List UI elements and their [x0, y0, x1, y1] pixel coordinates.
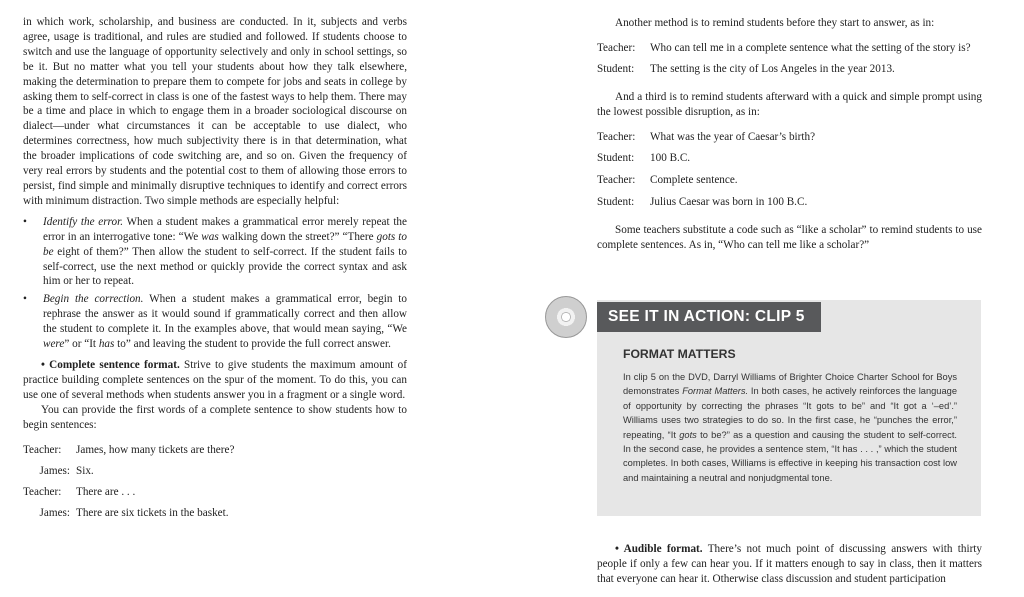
complete-sentence-paragraph — [23, 358, 407, 403]
speaker: Student: — [597, 62, 635, 75]
right-column — [597, 0, 982, 253]
third-method-paragraph: And a third is to remind students afterward with a quick and simple prompt using the lowest possible disruption, as in: — [597, 90, 982, 118]
sidebar-emphasis: Format Matters. — [682, 386, 749, 397]
bullet-lead: Identify the error. — [43, 215, 123, 228]
bullet-lead: Begin the correction. — [43, 293, 144, 306]
bullet-emphasis: was — [201, 230, 219, 243]
sidebar-text: In both cases, he actively reinforces the language of opportunity by correcting the phrases “It gots to be” and “It got a ‘–ed’.” Williams uses two strategies to do so. In the first case, he “punches the error,” repeating, “It — [623, 386, 957, 440]
bullet-emphasis: has — [98, 338, 115, 351]
dialogue-setting — [597, 41, 982, 77]
line-text: There are six tickets in the basket. — [76, 507, 229, 520]
sidebar-emphasis: gots — [679, 429, 697, 440]
speaker: Student: — [597, 196, 635, 209]
line-text: Who can tell me in a complete sentence what the setting of the story is? — [650, 41, 971, 54]
speaker: Teacher: — [597, 130, 636, 143]
line-text: Complete sentence. — [650, 174, 738, 187]
paragraph-text: Strive to give students the maximum amount of practice building complete sentences on the spur of the moment. To do this, you can use one of several methods when students answer you in a fragment or a single word. — [23, 358, 407, 401]
line-text: There are . . . — [76, 486, 136, 499]
dvd-disc-icon — [545, 296, 587, 338]
bullet-text: eight of them?” Then allow the student to self-correct. If the student fails to self-correct, use the next method or quickly provide the correct syntax and ask him or her to repeat. — [43, 245, 407, 288]
sidebar-text: to be?” as a question and causing the student to self-correct. In the second case, he provides a sentence stem, “It has . . . ,” which the student completes. In both cases, Williams is effective in keeping his transaction cost low and maintaining a neutral and nonjudgmental tone. — [623, 429, 957, 483]
line-text: Julius Caesar was born in 100 B.C. — [650, 196, 808, 209]
dialogue-line — [597, 173, 982, 188]
provide-paragraph: You can provide the first words of a complete sentence to show students how to begin sentences: — [23, 403, 407, 431]
bullet-text: walking down the street?” “There — [218, 230, 377, 243]
sidebar-text: In clip 5 on the DVD, Darryl Williams of Brighter Choice Charter School for Boys demonstrates — [623, 372, 957, 397]
dialogue-left — [23, 443, 407, 521]
dialogue-line — [597, 151, 982, 166]
section-lead: • Complete sentence format. — [41, 358, 180, 371]
speaker: Teacher: — [23, 444, 62, 457]
code-paragraph: Some teachers substitute a code such as “like a scholar” to remind students to use complete sentences. As in, “Who can tell me like a scholar?” — [597, 224, 982, 252]
dialogue-caesar — [597, 130, 982, 211]
line-text: Six. — [76, 465, 94, 478]
dialogue-line — [23, 485, 407, 500]
bullet-begin-correction — [23, 292, 407, 352]
speaker: James: — [39, 507, 70, 520]
dialogue-line — [597, 62, 982, 77]
bullet-identify-error — [23, 215, 407, 290]
bullet-text: ” or “It — [64, 338, 99, 351]
dialogue-line — [23, 464, 407, 479]
dialogue-line — [597, 130, 982, 145]
speaker: Teacher: — [23, 486, 62, 499]
line-text: What was the year of Caesar’s birth? — [650, 130, 816, 143]
bullet-text: to” and leaving the student to provide the full correct answer. — [114, 338, 391, 351]
bullet-dot: • — [23, 293, 27, 306]
another-method-paragraph: Another method is to remind students before they start to answer, as in: — [615, 17, 935, 29]
section-lead: • Audible format. — [615, 543, 703, 555]
bullet-text: When a student makes a grammatical error merely repeat the error in an interrogative tone: “We — [43, 215, 407, 243]
paragraph-text: There’s not much point of discussing answers with thirty people if only a few can hear you. If it matters enough to say in class, then it matters that everyone can hear it. Otherwise class discussion and student participation — [597, 543, 982, 585]
bullet-emphasis: were — [43, 338, 65, 351]
audible-format-paragraph — [597, 542, 982, 587]
dialogue-line — [23, 443, 407, 458]
sidebar-body — [623, 370, 957, 485]
bullet-text: When a student makes a grammatical error, begin to rephrase the answer as it would sound if grammatically correct and then allow the student to complete it. In the examples above, that would mean saying, “We — [43, 293, 408, 336]
line-text: 100 B.C. — [650, 152, 691, 165]
line-text: The setting is the city of Los Angeles in the year 2013. — [650, 62, 895, 75]
speaker: Teacher: — [597, 174, 636, 187]
bullet-emphasis: gots to be — [43, 230, 408, 258]
speaker: Teacher: — [597, 41, 636, 54]
dialogue-line — [597, 195, 982, 210]
dialogue-line — [23, 506, 407, 521]
line-text: James, how many tickets are there? — [76, 444, 235, 457]
speaker: Student: — [597, 152, 635, 165]
sidebar-title: FORMAT MATTERS — [623, 347, 736, 361]
left-column — [23, 0, 407, 521]
intro-paragraph: in which work, scholarship, and business are conducted. In it, subjects and verbs agree, usage is traditional, and rules are studied and followed. If students choose to switch and use the language of opportunity selectively and only in school settings, so be it. But no matter what you tell your students about how they talk elsewhere, making the determination to prepare them to compete for jobs and seats in college by asking them to self-correct in class is one of the fastest ways to help them. There may be a time and place in which to engage them in a broader sociological discourse on dialect—under what circumstances it can be acceptable to use dialect, who determines correctness, how much subjectivity there is in that determination, what the broader implications of code switching are, and so on. Given the frequency of very real errors by students and the potential cost to them of allowing those errors to persist, find simple and minimally disruptive techniques to identify and correct errors with minimum distraction. Two simple methods are especially helpful: — [23, 16, 407, 207]
dialogue-line — [597, 41, 982, 56]
clip-heading: SEE IT IN ACTION: CLIP 5 — [597, 302, 821, 332]
bullet-dot: • — [23, 215, 27, 228]
speaker: James: — [39, 465, 70, 478]
